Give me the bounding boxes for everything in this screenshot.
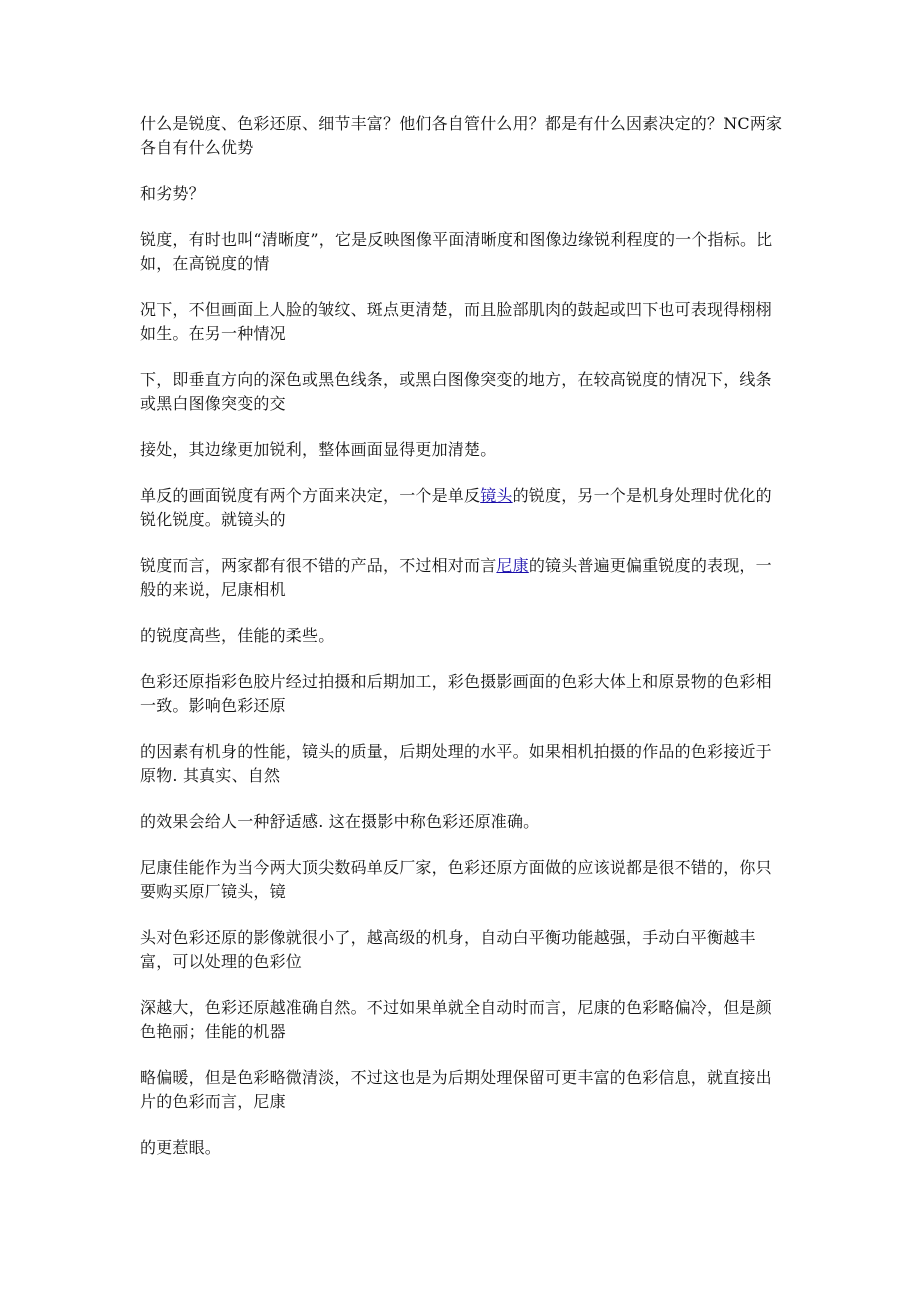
paragraph-color-tone: 深越大，色彩还原越准确自然。不过如果单就全自动时而言，尼康的色彩略偏冷，但是颜色艳丽；佳能的机器: [140, 998, 772, 1041]
paragraph-text: 的锐度，另一个是机身处理时优化的锐化锐度。就镜头的: [140, 486, 772, 529]
paragraph-canon-tone: 略偏暖，但是色彩略微清淡，不过这也是为后期处理保留可更丰富的色彩信息，就直接出片的色彩而言，尼康: [140, 1068, 772, 1111]
paragraph-text: 锐度而言，两家都有很不错的产品，不过相对而言: [140, 556, 497, 575]
paragraph-lens-comparison: [140, 554, 785, 602]
paragraph-text: 单反的画面锐度有两个方面来决定，一个是单反: [140, 486, 481, 505]
paragraph-color-definition: 色彩还原指彩色胶片经过拍摄和后期加工，彩色摄影画面的色彩大体上和原景物的色彩相一致。影响色彩还原: [140, 672, 772, 715]
paragraph-sharpness-edges: 接处，其边缘更加锐利，整体画面显得更加清楚。: [140, 440, 497, 459]
paragraph-question: 什么是锐度、色彩还原、细节丰富？他们各自管什么用？都是有什么因素决定的？NC两家各自有什么优势: [140, 114, 783, 157]
nikon-link[interactable]: 尼康: [496, 556, 529, 575]
paragraph-color-factors: 的因素有机身的性能，镜头的质量，后期处理的水平。如果相机拍摄的作品的色彩接近于原物. 其真实、自然: [140, 742, 772, 785]
paragraph-question-end: 和劣势？: [140, 184, 205, 203]
paragraph-brands-color: 尼康佳能作为当今两大顶尖数码单反厂家，色彩还原方面做的应该说都是很不错的，你只要购买原厂镜头，镜: [140, 858, 772, 901]
paragraph-sharpness-conclusion: 的锐度高些，佳能的柔些。: [140, 626, 335, 645]
paragraph-color-accuracy: 的效果会给人一种舒适感. 这在摄影中称色彩还原准确。: [140, 812, 540, 831]
paragraph-final: 的更惹眼。: [140, 1138, 222, 1157]
paragraph-text: 的镜头普遍更偏重锐度的表现，一般的来说，尼康相机: [140, 556, 772, 599]
paragraph-sharpness-lines: 下，即垂直方向的深色或黑色线条，或黑白图像突变的地方，在较高锐度的情况下，线条或黑白图像突变的交: [140, 370, 772, 413]
paragraph-sharpness-faces: 况下，不但画面上人脸的皱纹、斑点更清楚，而且脸部肌肉的鼓起或凹下也可表现得栩栩如生。在另一种情况: [140, 300, 772, 343]
lens-link[interactable]: 镜头: [480, 486, 513, 505]
paragraph-sharpness-definition: 锐度，有时也叫“清晰度”，它是反映图像平面清晰度和图像边缘锐利程度的一个指标。比如，在高锐度的情: [140, 230, 773, 273]
paragraph-dslr-sharpness: [140, 484, 785, 532]
paragraph-white-balance: 头对色彩还原的影像就很小了，越高级的机身，自动白平衡功能越强，手动白平衡越丰富，可以处理的色彩位: [140, 928, 756, 971]
